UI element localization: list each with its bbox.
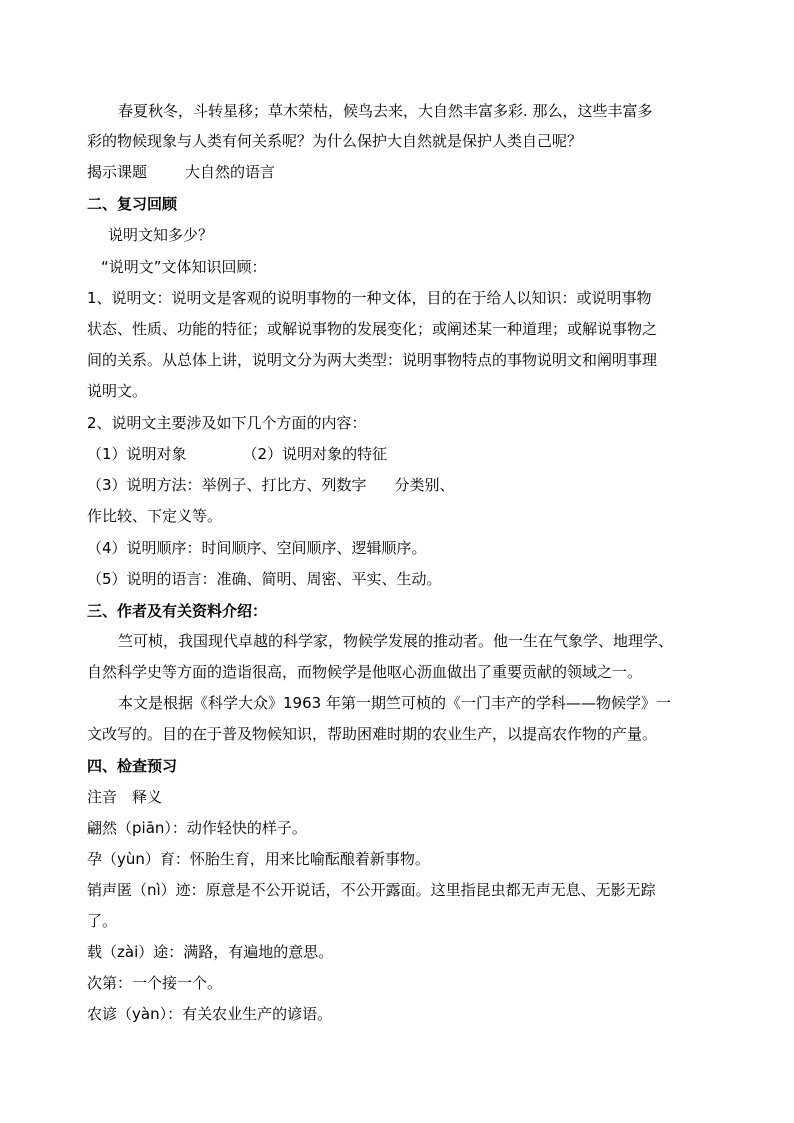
review-question: 说明文知多少？: [108, 226, 214, 244]
topic-line: [87, 161, 727, 183]
item-5: （5）说明的语言：准确、简明、周密、平实、生动。: [87, 570, 442, 588]
item-3-cont: 分类别、: [394, 476, 455, 494]
point-2: 2、说明文主要涉及如下几个方面的内容：: [87, 414, 367, 432]
point-1-line-2: 状态、性质、功能的特征；或解说事物的发展变化；或阐述某一种道理；或解说事物之: [87, 320, 658, 338]
topic-label: 揭示课题: [87, 163, 148, 181]
item-4: （4）说明顺序：时间顺序、空间顺序、逻辑顺序。: [87, 539, 427, 557]
vocab-6: 农谚（yàn）：有关农业生产的谚语。: [87, 1005, 333, 1023]
point-1-line-4: 说明文。: [87, 382, 148, 400]
author-para-2-line-2: 文改写的。目的在于普及物候知识，帮助困难时期的农业生产，以提高农作物的产量。: [87, 725, 658, 743]
item-2: （2）说明对象的特征: [242, 445, 388, 463]
section-4-heading: 四、检查预习: [87, 757, 178, 775]
preview-subtitle: 注音 释义: [87, 788, 163, 806]
vocab-5: 次第：一个接一个。: [87, 974, 223, 992]
intro-line-1: 春夏秋冬，斗转星移；草木荣枯，候鸟去来，大自然丰富多彩. 那么，这些丰富多: [118, 102, 653, 120]
vocab-3-line-2: 了。: [87, 912, 118, 930]
item-3: （3）说明方法：举例子、打比方、列数字: [87, 476, 367, 494]
items-1-2: [87, 443, 727, 465]
vocab-4: 载（zài）途：满路，有遍地的意思。: [87, 943, 334, 961]
vocab-2: 孕（yùn）育：怀胎生育，用来比喻酝酿着新事物。: [87, 850, 430, 868]
point-1-line-1: 1、说明文：说明文是客观的说明事物的一种文体，目的在于给人以知识：或说明事物: [87, 289, 652, 307]
review-title: “说明文”文体知识回顾：: [101, 258, 267, 276]
vocab-3-line-1: 销声匿（nì）迹：原意是不公开说话，不公开露面。这里指昆虫都无声无息、无影无踪: [87, 881, 656, 899]
topic-title: 大自然的语言: [185, 163, 276, 181]
item-1: （1）说明对象: [87, 445, 187, 463]
author-para-1-line-2: 自然科学史等方面的造诣很高，而物候学是他呕心沥血做出了重要贡献的领域之一。: [87, 663, 643, 681]
section-2-heading: 二、复习回顾: [87, 195, 178, 213]
author-para-1-line-1: 竺可桢，我国现代卓越的科学家，物候学发展的推动者。他一生在气象学、地理学、: [118, 632, 674, 650]
intro-line-2: 彩的物候现象与人类有何关系呢？为什么保护大自然就是保护人类自己呢？: [87, 132, 583, 150]
item-3-wrap: 作比较、下定义等。: [87, 507, 223, 525]
author-para-2-line-1: 本文是根据《科学大众》1963 年第一期竺可桢的《一门丰产的学科——物候学》一: [118, 694, 671, 712]
vocab-1: 翩然（piān）：动作轻快的样子。: [87, 819, 307, 837]
section-3-heading: 三、作者及有关资料介绍：: [87, 602, 268, 620]
point-1-line-3: 间的关系。从总体上讲，说明文分为两大类型：说明事物特点的事物说明文和阐明事理: [87, 351, 658, 369]
item-3-line: [87, 474, 727, 496]
